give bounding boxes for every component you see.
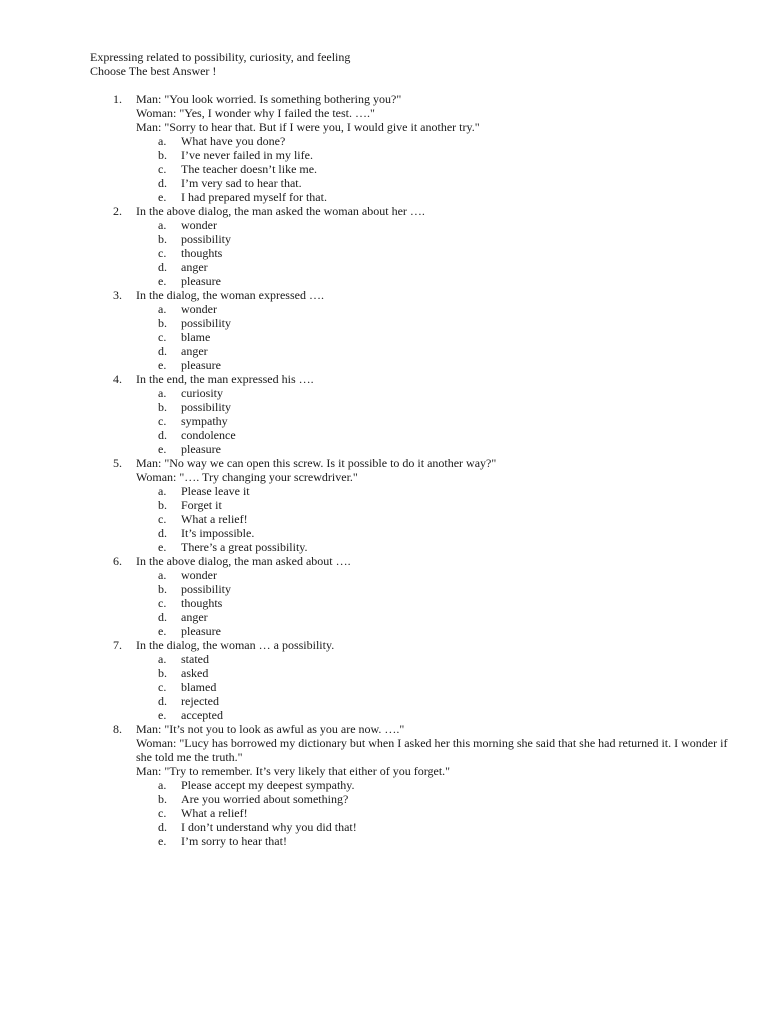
answer-option	[136, 330, 730, 344]
option-text: possibility	[181, 582, 232, 596]
answer-option	[136, 358, 730, 372]
option-text: There’s a great possibility.	[181, 540, 308, 554]
option-letter: e.	[158, 442, 167, 456]
option-letter: c.	[158, 246, 167, 260]
option-text: possibility	[181, 400, 232, 414]
answer-option	[136, 498, 730, 512]
answer-option	[136, 792, 730, 806]
option-letter: b.	[158, 316, 167, 330]
answer-options	[136, 218, 730, 288]
option-letter: e.	[158, 624, 167, 638]
option-text: stated	[181, 652, 209, 666]
question-text-line: Man: "It’s not you to look as awful as you are now. …."	[136, 722, 405, 736]
option-text: pleasure	[181, 274, 221, 288]
option-letter: c.	[158, 414, 167, 428]
option-text: pleasure	[181, 358, 221, 372]
option-text: Please leave it	[181, 484, 250, 498]
answer-option	[136, 316, 730, 330]
option-letter: e.	[158, 834, 167, 848]
answer-option	[136, 806, 730, 820]
option-text: thoughts	[181, 246, 223, 260]
option-text: What a relief!	[181, 806, 248, 820]
question-text-line: In the above dialog, the man asked about ….	[136, 554, 351, 568]
option-letter: d.	[158, 176, 167, 190]
question-text-line: In the above dialog, the man asked the woman about her ….	[136, 204, 425, 218]
document-page	[90, 50, 730, 848]
option-letter: d.	[158, 344, 167, 358]
option-letter: a.	[158, 386, 167, 400]
option-text: The teacher doesn’t like me.	[181, 162, 318, 176]
option-letter: c.	[158, 512, 167, 526]
option-text: What have you done?	[181, 134, 286, 148]
answer-option	[136, 190, 730, 204]
answer-option	[136, 512, 730, 526]
option-text: curiosity	[181, 386, 223, 400]
answer-option	[136, 540, 730, 554]
answer-option	[136, 708, 730, 722]
option-text: possibility	[181, 232, 232, 246]
option-text: accepted	[181, 708, 223, 722]
answer-option	[136, 778, 730, 792]
option-text: rejected	[181, 694, 219, 708]
option-text: Please accept my deepest sympathy.	[181, 778, 355, 792]
answer-options	[136, 568, 730, 638]
question-number: 2.	[113, 204, 122, 218]
answer-options	[136, 134, 730, 204]
option-letter: a.	[158, 484, 167, 498]
question-item	[90, 288, 730, 372]
option-text: What a relief!	[181, 512, 248, 526]
answer-options	[136, 386, 730, 456]
option-text: condolence	[181, 428, 236, 442]
answer-option	[136, 414, 730, 428]
answer-option	[136, 442, 730, 456]
option-letter: a.	[158, 218, 167, 232]
option-letter: b.	[158, 400, 167, 414]
option-letter: b.	[158, 792, 167, 806]
question-text-line: In the dialog, the woman expressed ….	[136, 288, 324, 302]
answer-option	[136, 344, 730, 358]
question-text-line: Woman: "Lucy has borrowed my dictionary but when I asked her this morning she said that she had returned it. I wonder if she told me the truth."	[136, 736, 728, 764]
question-number: 3.	[113, 288, 122, 302]
answer-option	[136, 260, 730, 274]
option-letter: a.	[158, 652, 167, 666]
option-text: It’s impossible.	[181, 526, 255, 540]
answer-options	[136, 652, 730, 722]
option-letter: e.	[158, 708, 167, 722]
question-text-line: In the end, the man expressed his ….	[136, 372, 314, 386]
option-letter: c.	[158, 330, 167, 344]
answer-option	[136, 400, 730, 414]
option-letter: b.	[158, 148, 167, 162]
answer-option	[136, 582, 730, 596]
option-letter: e.	[158, 540, 167, 554]
option-letter: c.	[158, 680, 167, 694]
question-text-line: Man: "Sorry to hear that. But if I were you, I would give it another try."	[136, 120, 480, 134]
question-number: 7.	[113, 638, 122, 652]
option-text: wonder	[181, 568, 217, 582]
answer-options	[136, 302, 730, 372]
option-text: Are you worried about something?	[181, 792, 349, 806]
option-letter: b.	[158, 666, 167, 680]
question-list	[90, 92, 730, 848]
answer-options	[136, 778, 730, 848]
question-item	[90, 92, 730, 204]
answer-option	[136, 652, 730, 666]
option-text: thoughts	[181, 596, 223, 610]
answer-option	[136, 302, 730, 316]
question-number: 6.	[113, 554, 122, 568]
option-text: I’ve never failed in my life.	[181, 148, 313, 162]
option-letter: a.	[158, 568, 167, 582]
option-text: I’m very sad to hear that.	[181, 176, 302, 190]
answer-option	[136, 232, 730, 246]
option-letter: d.	[158, 526, 167, 540]
answer-option	[136, 834, 730, 848]
answer-option	[136, 148, 730, 162]
option-text: I don’t understand why you did that!	[181, 820, 357, 834]
option-letter: c.	[158, 162, 167, 176]
question-number: 4.	[113, 372, 122, 386]
answer-option	[136, 246, 730, 260]
question-item	[90, 554, 730, 638]
answer-option	[136, 526, 730, 540]
option-text: wonder	[181, 302, 217, 316]
question-item	[90, 372, 730, 456]
option-letter: d.	[158, 820, 167, 834]
answer-option	[136, 274, 730, 288]
option-text: Forget it	[181, 498, 222, 512]
answer-option	[136, 610, 730, 624]
answer-option	[136, 386, 730, 400]
question-text-line: In the dialog, the woman … a possibility.	[136, 638, 335, 652]
question-text-line: Woman: "…. Try changing your screwdriver."	[136, 470, 358, 484]
option-letter: b.	[158, 498, 167, 512]
option-letter: d.	[158, 428, 167, 442]
answer-option	[136, 162, 730, 176]
option-letter: d.	[158, 260, 167, 274]
option-letter: a.	[158, 134, 167, 148]
question-text-line: Woman: "Yes, I wonder why I failed the test. …."	[136, 106, 375, 120]
answer-options	[136, 484, 730, 554]
option-text: sympathy	[181, 414, 228, 428]
question-item	[90, 456, 730, 554]
answer-option	[136, 694, 730, 708]
option-text: pleasure	[181, 442, 221, 456]
option-letter: b.	[158, 232, 167, 246]
question-number: 5.	[113, 456, 122, 470]
option-letter: c.	[158, 806, 167, 820]
answer-option	[136, 428, 730, 442]
option-letter: b.	[158, 582, 167, 596]
option-text: I had prepared myself for that.	[181, 190, 327, 204]
option-text: asked	[181, 666, 209, 680]
option-text: anger	[181, 344, 208, 358]
question-item	[90, 638, 730, 722]
option-letter: e.	[158, 190, 167, 204]
question-item	[90, 204, 730, 288]
answer-option	[136, 134, 730, 148]
document-title: Expressing related to possibility, curiosity, and feeling	[90, 50, 351, 64]
option-text: blame	[181, 330, 211, 344]
answer-option	[136, 624, 730, 638]
option-text: blamed	[181, 680, 217, 694]
question-item	[90, 722, 730, 848]
option-text: anger	[181, 260, 208, 274]
answer-option	[136, 680, 730, 694]
answer-option	[136, 820, 730, 834]
answer-option	[136, 484, 730, 498]
question-number: 1.	[113, 92, 122, 106]
answer-option	[136, 218, 730, 232]
option-text: wonder	[181, 218, 217, 232]
option-letter: a.	[158, 302, 167, 316]
answer-option	[136, 176, 730, 190]
option-text: anger	[181, 610, 208, 624]
option-letter: c.	[158, 596, 167, 610]
option-letter: d.	[158, 610, 167, 624]
question-number: 8.	[113, 722, 122, 736]
option-text: I’m sorry to hear that!	[181, 834, 287, 848]
question-text-line: Man: "No way we can open this screw. Is it possible to do it another way?"	[136, 456, 497, 470]
question-text-line: Man: "Try to remember. It’s very likely that either of you forget."	[136, 764, 451, 778]
question-text-line: Man: "You look worried. Is something bothering you?"	[136, 92, 402, 106]
option-letter: e.	[158, 358, 167, 372]
option-text: possibility	[181, 316, 232, 330]
option-letter: a.	[158, 778, 167, 792]
option-text: pleasure	[181, 624, 221, 638]
answer-option	[136, 666, 730, 680]
option-letter: d.	[158, 694, 167, 708]
answer-option	[136, 568, 730, 582]
answer-option	[136, 596, 730, 610]
option-letter: e.	[158, 274, 167, 288]
instruction-text: Choose The best Answer !	[90, 64, 217, 78]
